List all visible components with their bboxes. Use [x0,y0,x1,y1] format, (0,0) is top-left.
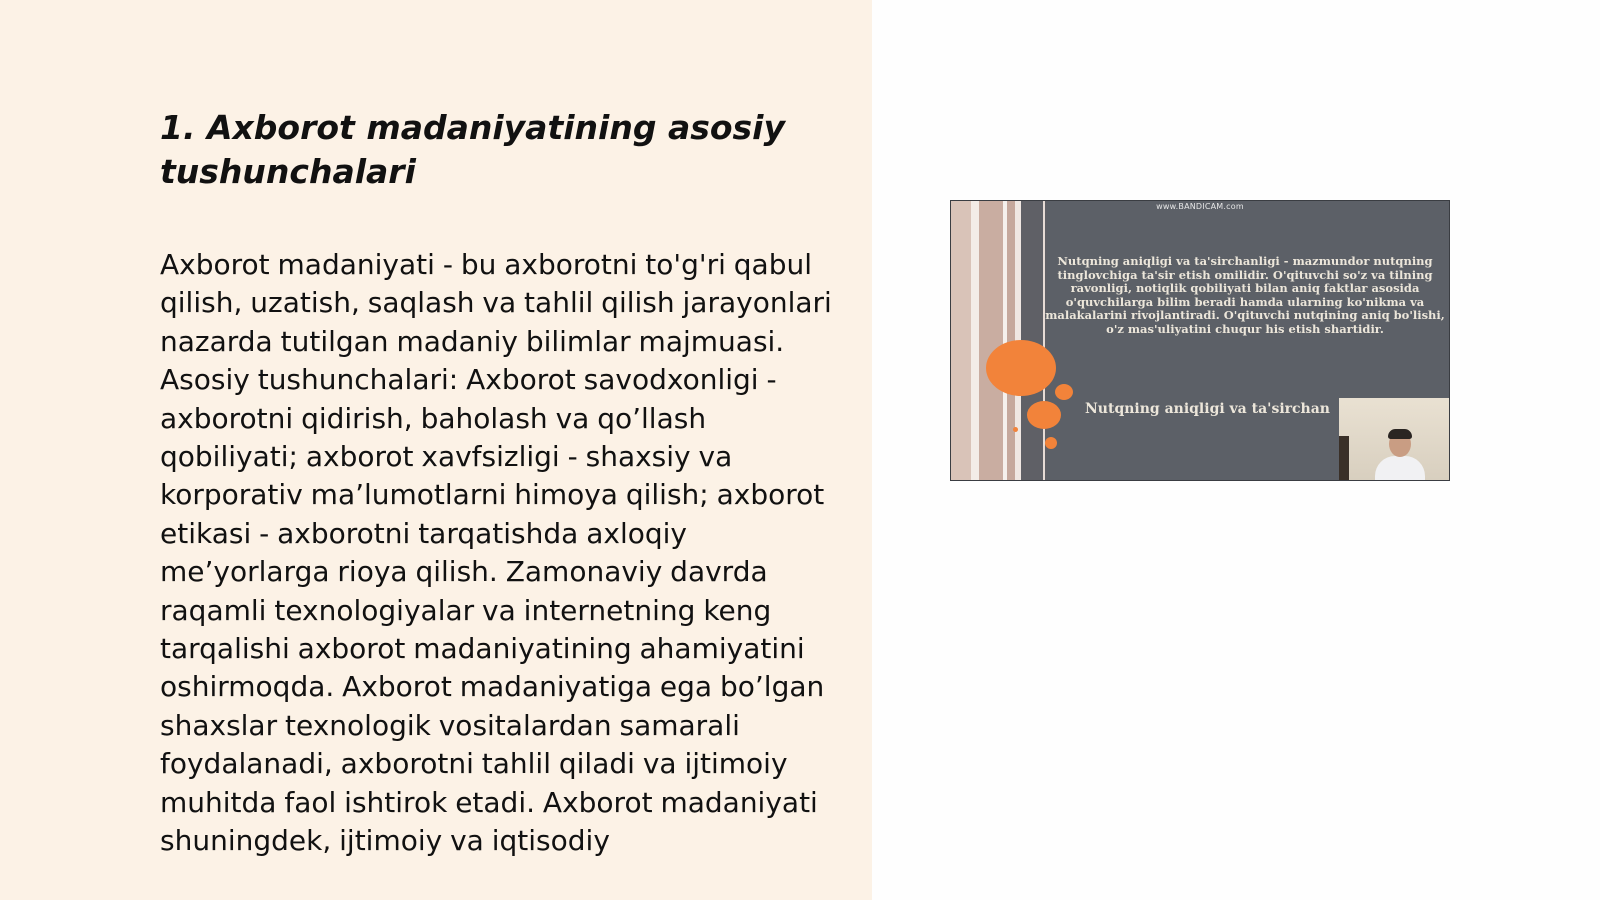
webcam-background-shelf [1339,436,1349,480]
decorative-circle [1027,401,1061,429]
slide-body-text: Axborot madaniyati - bu axborotni to'g'ri qabul qilish, uzatish, saqlash va tahlil qilish jarayonlari nazarda tutilgan madaniy bilimlar majmuasi. Asosiy tushunchalari: Axborot savodxonligi - axborotni qidirish, baholash va qo’llash qobiliyati; axborot xavfsizligi - shaxsiy va korporativ ma’lumotlarni himoya qilish; axborot etikasi - axborotni tarqatishda axloqiy me’yorlarga rioya qilish. Zamonaviy davrda raqamli texnologiyalar va internetning keng tarqalishi axborot madaniyatining ahamiyatini oshirmoqda. Axborot madaniyatiga ega bo’lgan shaxslar texnologik vositalardan samarali foydalanadi, axborotni tahlil qiladi va ijtimoiy muhitda faol ishtirok etadi. Axborot madaniyati shuningdek, ijtimoiy va iqtisodiy [160,248,832,858]
decorative-circle [1013,427,1018,432]
slide-title: 1. Axborot madaniyatining asosiy tushunchalari [160,108,785,191]
presenter-body [1375,456,1425,480]
video-decorative-stripes [951,201,1047,480]
decorative-circle [1055,384,1073,400]
presenter-hair [1388,429,1412,439]
decorative-circle [1045,437,1057,449]
video-slide-text: Nutqning aniqligi va ta'sirchanligi - mazmundor nutqning tinglovchiga ta'sir etish omilidir. O'qituvchi so'z va tilning ravonligi, notiqlik qobiliyati bilan aniq faktlar asosida o'quvchilarga bilim beradi hamda ularning ko'nikma va malakalarini rivojlantiradi. O'qituvchi nutqining aniq bo'lishi, o'z mas'uliyatini chuqur his etish shartidir. [1045,254,1445,336]
embedded-video[interactable] [950,200,1450,481]
webcam-overlay [1339,398,1449,480]
decorative-circle [986,340,1056,396]
video-subtitle: Nutqning aniqligi va ta'sirchan [1085,401,1330,417]
video-watermark: www.BANDICAM.com [1156,202,1244,211]
